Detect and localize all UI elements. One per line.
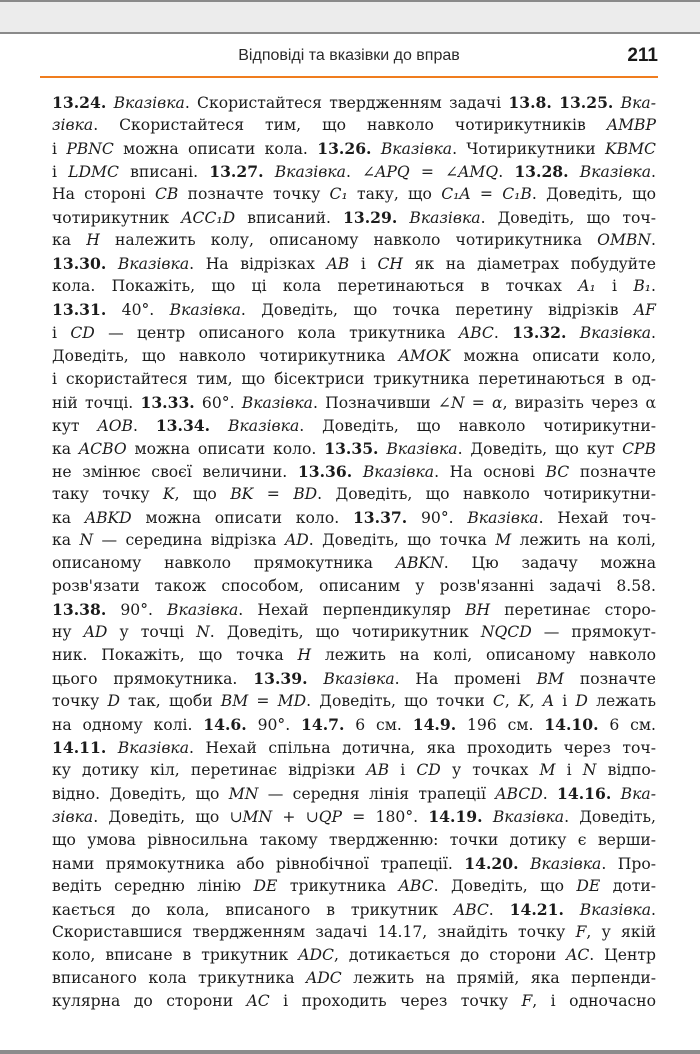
text-run: доти-	[600, 876, 656, 895]
text-run: Скориставшися твердженням задачі 14.17, знайдіть точку	[52, 922, 576, 941]
italic-text: ABC	[398, 876, 434, 895]
text-line	[52, 990, 656, 1013]
text-run: . Доведіть, що	[433, 876, 577, 895]
text-run: . Доведіть, що точ-	[480, 209, 656, 228]
text-run: . Цю задачу можна	[443, 553, 656, 572]
text-run: — центр описаного кола трикутника	[94, 324, 459, 343]
italic-text: M	[495, 530, 512, 549]
italic-text: OMBN	[597, 231, 652, 250]
text-run: 6 см.	[598, 716, 656, 735]
italic-text: ∠N = α	[437, 393, 503, 412]
text-line	[52, 160, 656, 183]
italic-text: ABC	[458, 324, 494, 343]
text-run	[106, 255, 118, 273]
text-line	[52, 275, 656, 298]
text-line	[52, 321, 656, 344]
running-head	[40, 45, 658, 73]
text-run: . Доведіть, що точка перетину відрізків	[240, 301, 634, 320]
text-run: .	[651, 231, 656, 250]
text-run: , і одночасно	[532, 991, 657, 1010]
text-run: ка	[52, 439, 79, 458]
text-run: . На промені	[394, 670, 537, 689]
text-run: лежать	[587, 692, 656, 711]
italic-text: F	[521, 991, 533, 1010]
italic-text: KBMC	[604, 140, 656, 159]
text-run: . Центр	[589, 945, 656, 964]
text-line	[52, 345, 656, 368]
text-run: лежить на прямій, яка перпенди-	[341, 968, 657, 987]
text-line	[52, 782, 656, 805]
text-run: відпо-	[596, 761, 656, 780]
text-run: можна описати кола.	[113, 140, 318, 159]
text-run: . Доведіть, що чотирикутник	[209, 623, 481, 642]
text-run: . Чотирикутники	[452, 140, 605, 159]
exercise-number: 14.6.	[203, 715, 247, 735]
italic-text: B₁	[633, 277, 652, 296]
text-run: кається до кола, вписаного в трикутник	[52, 900, 454, 919]
text-run: . Про-	[601, 854, 656, 873]
exercise-number: 13.26.	[317, 139, 372, 159]
italic-text: D	[575, 692, 588, 711]
text-run: і	[595, 277, 634, 296]
italic-text: BM = MD	[220, 692, 307, 711]
text-run: , виразіть через α	[502, 393, 656, 412]
text-run: . Доведіть, що	[93, 808, 230, 827]
text-line	[52, 829, 656, 852]
text-run: і	[349, 255, 378, 274]
text-run: і скористайтеся тим, що бісектриси трикутника перетинаються в од-	[52, 369, 656, 388]
answers-text	[52, 91, 656, 1013]
text-run: , що	[174, 484, 231, 503]
text-run: .	[542, 785, 558, 804]
text-line	[52, 252, 656, 275]
text-run: у точках	[440, 761, 540, 780]
text-line	[52, 921, 656, 944]
exercise-number: 13.34.	[155, 415, 211, 435]
italic-text: A₁	[578, 277, 596, 296]
exercise-number: 14.10.	[544, 715, 599, 735]
text-run	[264, 163, 275, 181]
text-run: лежить на колі,	[511, 530, 656, 549]
italic-text: Вказівка	[380, 140, 453, 159]
text-run: і	[52, 163, 69, 182]
text-run: позначте	[569, 462, 656, 481]
text-run: 196 см.	[456, 716, 545, 735]
italic-text: K	[162, 484, 175, 503]
italic-text: Вказівка	[579, 900, 652, 919]
text-run: ка	[52, 530, 80, 549]
header-rule	[40, 76, 658, 78]
text-run: кулярна до сторони	[52, 991, 247, 1010]
text-line	[52, 621, 656, 644]
text-run: описаному навколо прямокутника	[52, 553, 396, 572]
italic-text: Вказівка	[167, 601, 239, 620]
exercise-number: 13.27.	[209, 162, 264, 182]
text-line	[52, 898, 656, 921]
text-run: позначте точку	[178, 185, 330, 204]
text-run: як на діаметрах побудуйте	[402, 255, 656, 274]
text-run	[352, 463, 363, 481]
text-run: можна описати коло,	[450, 346, 656, 365]
text-run: . Доведіть, що	[531, 185, 656, 204]
text-run: і проходить через точку	[269, 991, 522, 1010]
italic-text: Вка-	[620, 94, 656, 112]
text-run: . Нехай перпендикуляр	[238, 601, 466, 620]
text-run: нами прямокутника або рівнобічної трапеції.	[52, 854, 465, 873]
text-run: і	[555, 761, 583, 780]
exercise-number: 13.38.	[52, 600, 107, 620]
text-run	[613, 94, 620, 112]
exercise-number: 13.29.	[343, 208, 398, 228]
italic-text: ABC	[453, 900, 489, 919]
exercise-number: 13.31.	[52, 300, 107, 320]
page-number: 211	[627, 45, 658, 66]
exercise-number: 13.8.	[508, 93, 552, 112]
text-run: вписаного кола трикутника	[52, 968, 306, 987]
text-run: . Нехай спільна дотична, яка проходить через точ-	[189, 739, 656, 758]
text-run: ку дотику кіл, перетинає відрізки	[52, 761, 367, 780]
text-run: ну	[52, 623, 84, 642]
viewer-top-bar	[0, 0, 700, 34]
exercise-number: 13.25.	[559, 93, 614, 112]
italic-text: AMBP	[606, 116, 656, 135]
italic-text: ∠APQ = ∠AMQ	[362, 163, 499, 182]
italic-text: Вказівка	[169, 301, 241, 320]
text-run: ка	[52, 508, 85, 527]
text-run: . Позначивши	[312, 393, 438, 412]
text-run: 90°.	[106, 601, 168, 620]
text-run: позначте	[563, 670, 656, 689]
text-run: таку точку	[52, 484, 163, 503]
italic-text: CD	[416, 761, 441, 780]
italic-text: C₁A = C₁B	[441, 185, 532, 204]
text-line	[52, 852, 656, 875]
italic-text: Вказівка	[323, 670, 395, 689]
italic-text: AOB	[97, 416, 133, 435]
italic-text: Вказівка	[579, 163, 652, 182]
italic-text: BH	[465, 601, 491, 620]
text-run: кут	[52, 416, 98, 435]
text-run	[569, 163, 580, 181]
italic-text: ABKN	[395, 553, 444, 572]
text-run: точку	[52, 692, 108, 711]
text-run: .	[651, 900, 656, 919]
text-run: .	[651, 163, 656, 182]
text-run: у точці	[107, 623, 197, 642]
italic-text: ABKD	[84, 508, 132, 527]
text-line	[52, 598, 656, 621]
text-run: .	[493, 324, 513, 343]
italic-text: зівка	[52, 116, 94, 135]
text-run	[210, 417, 228, 435]
text-run: .	[132, 416, 156, 435]
italic-text: Вка-	[620, 785, 656, 804]
text-run: , дотикається до сторони	[333, 945, 567, 964]
exercise-number: 13.32.	[512, 323, 567, 343]
text-line	[52, 552, 656, 575]
italic-text: BM	[536, 670, 564, 689]
text-run: не змінює своєї величини.	[52, 462, 298, 481]
text-run: 90°.	[407, 508, 468, 527]
text-line	[52, 967, 656, 990]
text-run	[566, 324, 579, 342]
text-run	[397, 209, 409, 227]
text-line	[52, 944, 656, 967]
text-run: .	[651, 324, 656, 343]
text-run: ка	[52, 231, 87, 250]
text-run	[552, 94, 559, 112]
italic-text: ABCD	[495, 785, 543, 804]
italic-text: Вказівка	[386, 439, 458, 458]
italic-text: Вказівка	[530, 854, 602, 873]
text-run: на одному колі.	[52, 716, 204, 735]
exercise-number: 13.39.	[253, 669, 308, 689]
text-line	[52, 736, 656, 759]
text-line	[52, 391, 656, 414]
text-line	[52, 667, 656, 690]
text-line	[52, 437, 656, 460]
text-run: вписаний.	[235, 209, 344, 228]
italic-text: AC	[566, 945, 590, 964]
text-run: можна описати коло.	[126, 439, 325, 458]
italic-text: C₁	[329, 185, 348, 204]
italic-text: N	[196, 623, 210, 642]
text-run: .	[345, 163, 363, 182]
text-run: — середня лінія трапеції	[258, 785, 496, 804]
text-run: Доведіть, що навколо чотирикутника	[52, 346, 399, 365]
italic-text: Вказівка	[492, 808, 565, 827]
text-run	[564, 901, 580, 919]
text-run: На стороні	[52, 185, 155, 204]
text-run: .	[651, 277, 656, 296]
exercise-number: 14.20.	[464, 853, 519, 873]
text-run: можна описати коло.	[131, 508, 353, 527]
italic-text: зівка	[52, 808, 94, 827]
text-run: і	[554, 692, 576, 711]
italic-text: N	[79, 530, 94, 549]
italic-text: DE	[576, 876, 601, 895]
italic-text: Вказівка	[467, 508, 539, 527]
text-line	[52, 759, 656, 782]
text-line	[52, 298, 656, 321]
exercise-number: 13.36.	[297, 461, 353, 481]
text-line	[52, 206, 656, 229]
text-run: належить колу, описаному навколо чотирикутника	[99, 231, 598, 250]
italic-text: Вказівка	[117, 255, 190, 274]
italic-text: N	[582, 761, 597, 780]
text-run: лежить на колі, описаному навколо	[311, 646, 656, 665]
text-run: — прямокут-	[531, 623, 656, 642]
text-line	[52, 368, 656, 391]
text-run: . На відрізках	[189, 255, 327, 274]
text-run: . Доведіть, що навколо чотирикутни-	[299, 416, 656, 435]
text-run: .	[498, 163, 515, 182]
text-run: . На основі	[434, 462, 546, 481]
italic-text: AC	[246, 991, 270, 1010]
text-run: , у якій	[586, 922, 656, 941]
italic-text: AB	[326, 255, 350, 274]
exercise-number: 13.30.	[52, 254, 107, 274]
text-run: . Доведіть, що навколо чотирикутни-	[317, 484, 656, 503]
italic-text: BK = BD	[230, 484, 318, 503]
text-run: відно. Доведіть, що	[52, 785, 229, 804]
italic-text: Вказівка	[117, 739, 190, 758]
italic-text: ACC₁D	[181, 209, 236, 228]
text-run: таку, що	[347, 185, 442, 204]
text-line	[52, 690, 656, 713]
text-run: ,	[529, 692, 543, 711]
exercise-number: 14.19.	[428, 807, 483, 827]
text-run	[308, 670, 324, 688]
text-line	[52, 483, 656, 506]
text-run: чотирикутник	[52, 209, 182, 228]
italic-text: AD	[83, 623, 108, 642]
exercise-number: 13.37.	[352, 507, 408, 527]
italic-text: F	[575, 922, 587, 941]
italic-text: LDMC	[68, 163, 119, 182]
italic-text: ADC	[298, 945, 334, 964]
text-run: трикутника	[277, 876, 399, 895]
exercise-number: 14.21.	[509, 899, 564, 919]
text-run: 90°.	[246, 716, 302, 735]
text-run: . Доведіть, що точки	[306, 692, 493, 711]
italic-text: H	[297, 646, 312, 665]
text-run	[106, 94, 113, 112]
italic-text: DE	[253, 876, 278, 895]
text-run: ник. Покажіть, що точка	[52, 646, 298, 665]
italic-text: Вказівка	[362, 462, 435, 481]
text-line	[52, 183, 656, 206]
text-run: кола. Покажіть, що ці кола перетинаються в точках	[52, 277, 579, 296]
italic-text: D	[107, 692, 120, 711]
italic-text: MN	[228, 785, 259, 804]
text-run	[611, 785, 620, 803]
italic-text: K	[517, 692, 530, 711]
text-run: розв'язати також способом, описаним у розв'язанні задачі 8.58.	[52, 576, 656, 595]
italic-text: ∪MN + ∪QP	[229, 808, 343, 827]
text-run: 60°.	[194, 393, 242, 412]
text-run	[483, 808, 493, 826]
text-run: цього прямокутника.	[52, 670, 254, 689]
text-run: коло, вписане в трикутник	[52, 945, 299, 964]
text-line	[52, 414, 656, 437]
text-run: 40°.	[106, 301, 170, 320]
text-line	[52, 91, 656, 114]
italic-text: AMOK	[398, 346, 451, 365]
text-line	[52, 460, 656, 483]
exercise-number: 13.33.	[140, 392, 195, 412]
italic-text: C	[492, 692, 505, 711]
text-line	[52, 644, 656, 667]
text-line	[52, 114, 656, 137]
italic-text: CD	[70, 324, 95, 343]
italic-text: ACBO	[78, 439, 127, 458]
text-line	[52, 575, 656, 598]
text-run: — середина відрізка	[93, 530, 285, 549]
italic-text: AB	[366, 761, 390, 780]
exercise-number: 14.7.	[301, 715, 345, 735]
italic-text: ADC	[305, 968, 342, 987]
exercise-number: 14.16.	[557, 784, 612, 804]
text-run: що умова рівносильна такому твердженню: точки дотику є верши-	[52, 830, 656, 849]
exercise-number: 13.35.	[324, 438, 379, 458]
text-line	[52, 137, 656, 160]
text-run	[371, 140, 380, 158]
text-run: і	[52, 324, 71, 343]
italic-text: CH	[377, 255, 403, 274]
text-run	[106, 739, 118, 757]
text-run: перетинає сторо-	[490, 601, 656, 620]
text-line	[52, 229, 656, 252]
text-run: ведіть середню лінію	[52, 876, 254, 895]
exercise-number: 14.9.	[412, 715, 457, 735]
exercise-number: 13.24.	[52, 93, 107, 112]
italic-text: H	[86, 231, 100, 250]
text-run: = 180°.	[342, 808, 429, 827]
text-run: ній точці.	[52, 393, 141, 412]
text-line	[52, 713, 656, 736]
italic-text: M	[539, 761, 556, 780]
viewer-bottom-bar	[0, 1050, 700, 1054]
text-run: . Доведіть, що точка	[308, 530, 496, 549]
text-run: 6 см.	[344, 716, 413, 735]
text-run: і	[52, 140, 67, 159]
text-run: . Нехай точ-	[538, 508, 656, 527]
text-run	[519, 855, 531, 873]
italic-text: AF	[633, 301, 657, 320]
exercise-number: 13.28.	[514, 162, 569, 182]
italic-text: NQCD	[480, 623, 532, 642]
italic-text: CPB	[622, 439, 657, 458]
italic-text: AD	[284, 530, 309, 549]
italic-text: Вказівка	[228, 416, 300, 435]
text-run: . Доведіть, що кут	[457, 439, 623, 458]
exercise-number: 14.11.	[52, 738, 107, 758]
italic-text: BC	[545, 462, 570, 481]
italic-text: PBNC	[66, 140, 114, 159]
italic-text: Вказівка	[241, 393, 313, 412]
text-line	[52, 506, 656, 529]
italic-text: Вказівка	[409, 209, 481, 228]
text-run: так, щоби	[119, 692, 221, 711]
italic-text: CB	[154, 185, 179, 204]
text-run: . Скористайтеся твердженням задачі	[184, 94, 509, 112]
italic-text: A	[542, 692, 555, 711]
text-run: і	[389, 761, 417, 780]
text-run: . Доведіть,	[564, 808, 656, 827]
text-run: . Скористайтеся тим, що навколо чотирикутників	[93, 116, 607, 135]
text-run: .	[488, 900, 510, 919]
running-title: Відповіді та вказівки до вправ	[238, 47, 460, 64]
text-run: вписані.	[118, 163, 210, 182]
text-line	[52, 529, 656, 552]
italic-text: Вказівка	[274, 163, 346, 182]
italic-text: Вказівка	[113, 94, 185, 112]
italic-text: Вказівка	[579, 324, 652, 343]
text-run: ,	[504, 692, 518, 711]
text-line	[52, 875, 656, 898]
text-line	[52, 805, 656, 828]
